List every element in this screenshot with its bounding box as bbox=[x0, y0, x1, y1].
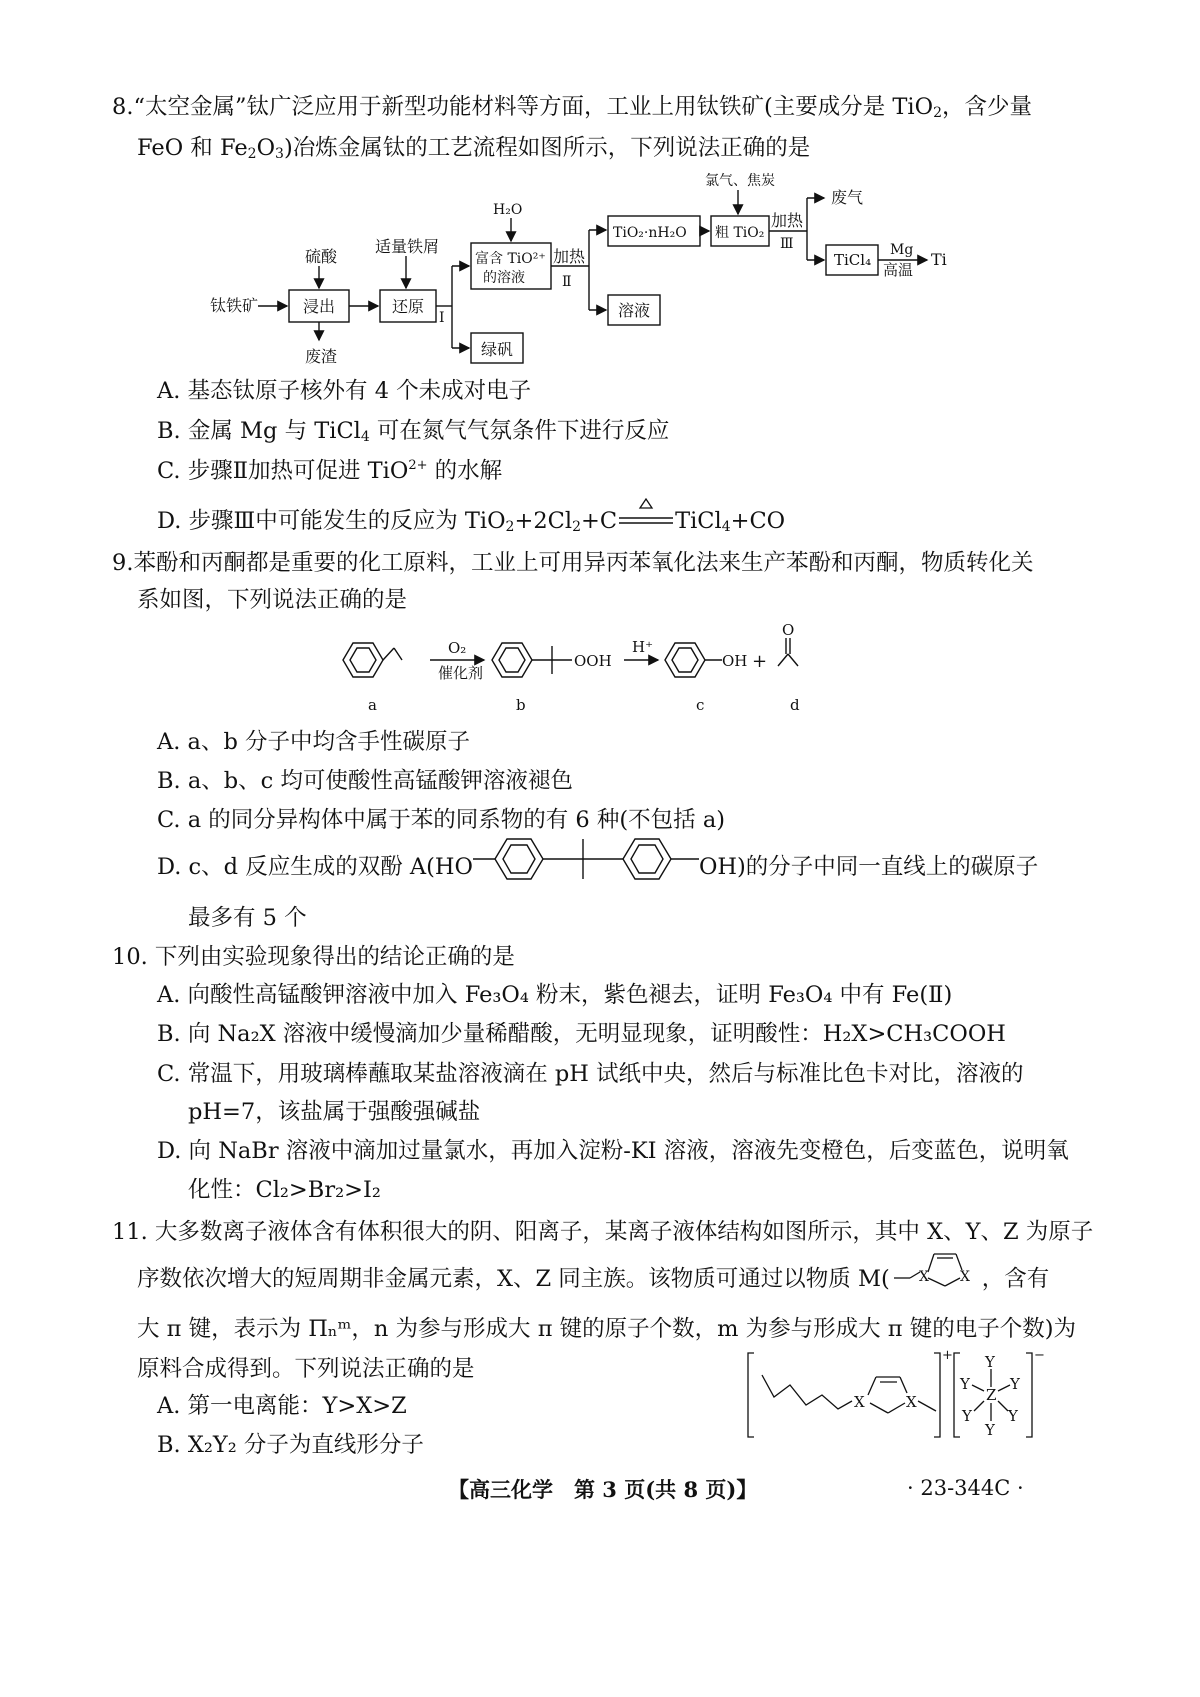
anion-charge: − bbox=[1034, 1348, 1045, 1363]
flow-ore: 钛铁矿 bbox=[210, 296, 259, 315]
flow-ti: Ti bbox=[931, 250, 947, 269]
flow-green: 绿矾 bbox=[481, 340, 514, 359]
anion-y-left: Y bbox=[960, 1375, 970, 1393]
q11-option-b: B. X₂Y₂ 分子为直线形分子 bbox=[157, 1432, 424, 1458]
ionic-liquid-structure bbox=[740, 1345, 1050, 1445]
flow-cl-c: 氯气、焦炭 bbox=[705, 173, 775, 189]
anion-y-right: Y bbox=[1010, 1375, 1020, 1393]
flow-crude: 粗 TiO₂ bbox=[715, 225, 765, 241]
flow-step1: Ⅰ bbox=[439, 310, 445, 326]
q10-option-b: B. 向 Na₂X 溶液中缓慢滴加少量稀醋酸，无明显现象，证明酸性：H₂X>CH₃COOH bbox=[157, 1021, 1006, 1047]
q10-stem: 10. 下列由实验现象得出的结论正确的是 bbox=[112, 944, 515, 970]
heat-equals-sign bbox=[617, 512, 675, 532]
page-footer-title: 【高三化学 第 3 页(共 8 页)】 bbox=[448, 1477, 758, 1502]
q8-option-c: C. 步骤Ⅱ加热可促进 TiO$^{2+}$ 的水解 bbox=[157, 458, 503, 484]
anion-y-lowright: Y bbox=[1008, 1407, 1018, 1425]
label-a: a bbox=[368, 696, 377, 714]
flow-rich2: 的溶液 bbox=[483, 270, 525, 286]
label-d: d bbox=[790, 696, 800, 714]
q11-option-a: A. 第一电离能：Y>X>Z bbox=[157, 1393, 407, 1419]
q9-option-b: B. a、b、c 均可使酸性高锰酸钾溶液褪色 bbox=[157, 768, 573, 794]
flow-waste-gas: 废气 bbox=[831, 188, 864, 207]
anion-y-lowleft: Y bbox=[962, 1407, 972, 1425]
cation-charge: + bbox=[942, 1348, 953, 1363]
q9-option-d-cont: 最多有 5 个 bbox=[188, 905, 307, 931]
q8-flowchart bbox=[195, 168, 995, 378]
scheme-catalyst: 催化剂 bbox=[438, 664, 484, 682]
page-footer-code: · 23-344C · bbox=[907, 1476, 1024, 1500]
q10-option-d-line1: D. 向 NaBr 溶液中滴加过量氯水，再加入淀粉-KI 溶液，溶液先变橙色，后变蓝色，说明氧 bbox=[157, 1138, 1069, 1164]
anion-y-bottom: Y bbox=[985, 1421, 995, 1439]
q8-option-b: B. 金属 Mg 与 TiCl$_4$ 可在氮气气氛条件下进行反应 bbox=[157, 418, 670, 445]
q9-option-d: D. c、d 反应生成的双酚 A(HO OH)的分子中同一直线上的碳原子 bbox=[157, 852, 1038, 882]
q10-option-c-line1: C. 常温下，用玻璃棒蘸取某盐溶液滴在 pH 试纸中央，然后与标准比色卡对比，溶液的 bbox=[157, 1061, 1024, 1087]
q10-option-c-line2: pH=7，该盐属于强酸强碱盐 bbox=[188, 1099, 481, 1125]
q11-stem-line1: 11. 大多数离子液体含有体积很大的阴、阳离子，某离子液体结构如图所示，其中 X、Y、Z 为原子 bbox=[112, 1219, 1094, 1245]
anion-y-top: Y bbox=[985, 1353, 995, 1371]
flow-iron: 适量铁屑 bbox=[375, 237, 440, 256]
flow-h2o: H₂O bbox=[493, 202, 523, 218]
scheme-ooh: OOH bbox=[574, 652, 612, 670]
cation-x-left: X bbox=[854, 1393, 865, 1411]
q11-stem-line3: 大 π 键，表示为 Πₙᵐ，n 为参与形成大 π 键的原子个数，m 为参与形成大 π 键的电子个数)为 bbox=[137, 1316, 1076, 1342]
flow-hydrate: TiO₂·nH₂O bbox=[613, 225, 687, 241]
flow-rich1: 富含 TiO²⁺ bbox=[475, 251, 546, 267]
q9-stem-line1: 9.苯酚和丙酮都是重要的化工原料，工业上可用异丙苯氧化法来生产苯酚和丙酮，物质转化关 bbox=[112, 550, 1034, 576]
label-b: b bbox=[516, 696, 526, 714]
q9-option-a: A. a、b 分子中均含手性碳原子 bbox=[157, 729, 471, 755]
flow-sulfuric: 硫酸 bbox=[305, 247, 338, 266]
q11-stem-line2: 序数依次增大的短周期非金属元素，X、Z 同主族。该物质可通过以物质 M( X X ，含有 bbox=[137, 1264, 1049, 1294]
q10-option-d-line2: 化性：Cl₂>Br₂>I₂ bbox=[188, 1177, 381, 1203]
svg-text:X: X bbox=[959, 1269, 970, 1285]
flow-ticl4: TiCl₄ bbox=[834, 251, 872, 269]
scheme-o: O bbox=[782, 621, 795, 639]
scheme-plus: + bbox=[752, 651, 768, 672]
flow-residue: 废渣 bbox=[305, 347, 338, 366]
q8-stem-line2: FeO 和 $Fe_2O_3$)冶炼金属钛的工艺流程如图所示，下列说法正确的是 bbox=[137, 135, 811, 162]
flow-step2: Ⅱ bbox=[562, 274, 572, 290]
anion-z: Z bbox=[986, 1386, 997, 1404]
q8-option-a: A. 基态钛原子核外有 4 个未成对电子 bbox=[157, 378, 532, 404]
flow-heat2: 加热 bbox=[771, 211, 804, 230]
flow-leach: 浸出 bbox=[303, 297, 336, 316]
q8-stem-line1: 8.“太空金属”钛广泛应用于新型功能材料等方面，工业上用钛铁矿(主要成分是 TiO$_2$，含少量 bbox=[112, 94, 1032, 121]
q11-stem-line4: 原料合成得到。下列说法正确的是 bbox=[137, 1356, 475, 1382]
svg-text:X: X bbox=[918, 1269, 929, 1285]
scheme-o2: O₂ bbox=[448, 639, 467, 657]
scheme-oh: OH bbox=[722, 652, 748, 670]
q9-option-c: C. a 的同分异构体中属于苯的同系物的有 6 种(不包括 a) bbox=[157, 807, 726, 833]
scheme-hplus: H⁺ bbox=[632, 638, 653, 656]
q9-stem-line2: 系如图，下列说法正确的是 bbox=[137, 587, 408, 613]
flow-reduce: 还原 bbox=[392, 297, 425, 316]
flow-high-temp: 高温 bbox=[883, 261, 914, 279]
q10-option-a: A. 向酸性高锰酸钾溶液中加入 Fe₃O₄ 粉末，紫色褪去，证明 Fe₃O₄ 中有 Fe(Ⅱ) bbox=[157, 982, 953, 1008]
imidazole-m-structure bbox=[890, 1270, 982, 1290]
flow-heat: 加热 bbox=[553, 247, 586, 266]
flow-mg: Mg bbox=[890, 242, 914, 258]
label-c: c bbox=[696, 696, 705, 714]
flow-solution: 溶液 bbox=[618, 301, 651, 320]
bisphenol-a-structure bbox=[473, 858, 699, 878]
cation-x-right: X bbox=[906, 1393, 917, 1411]
q9-reaction-scheme bbox=[330, 618, 830, 718]
q8-option-d: D. 步骤Ⅲ中可能发生的反应为 $TiO_2+2Cl_2+C$ TiCl$_4$+CO bbox=[157, 506, 785, 536]
flow-step3: Ⅲ bbox=[780, 236, 794, 252]
